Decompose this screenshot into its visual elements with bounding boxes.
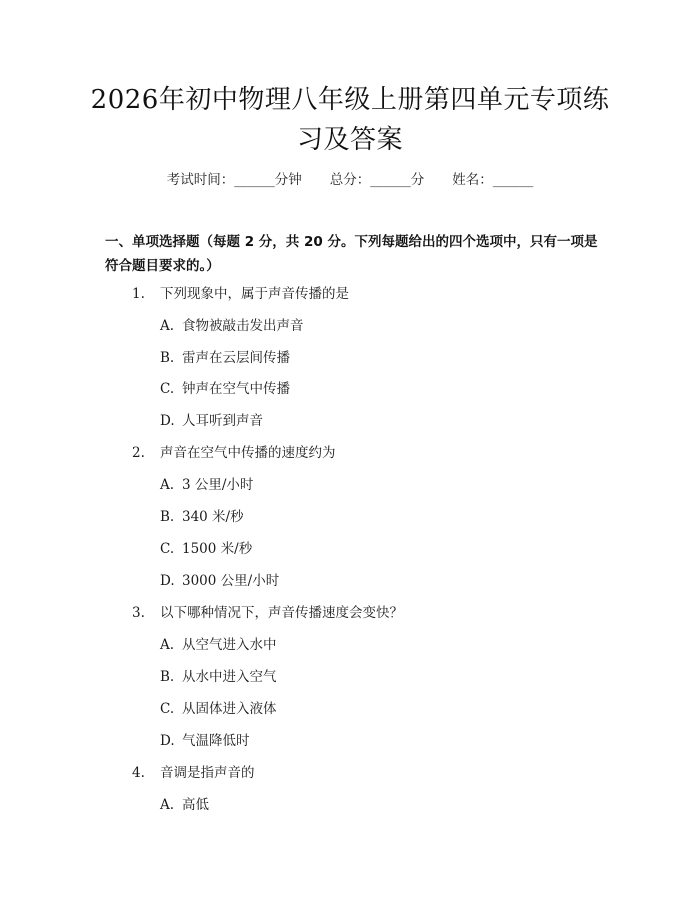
question-text: 下列现象中，属于声音传播的是 xyxy=(160,286,349,302)
question-1-option-b xyxy=(160,346,290,366)
question-3-option-b xyxy=(160,665,277,685)
option-letter: B. xyxy=(160,350,175,366)
question-2-option-d xyxy=(160,569,279,589)
option-text: 3000 公里/小时 xyxy=(182,573,280,589)
option-letter: D. xyxy=(160,573,175,589)
question-2-option-a xyxy=(160,473,253,493)
option-text: 3 公里/小时 xyxy=(182,477,254,493)
question-1-option-d xyxy=(160,409,263,429)
question-2-option-b xyxy=(160,505,244,525)
option-text: 雷声在云层间传播 xyxy=(182,350,290,366)
option-text: 人耳听到声音 xyxy=(182,413,263,429)
option-letter: C. xyxy=(160,701,175,717)
option-letter: C. xyxy=(160,381,175,397)
option-text: 从水中进入空气 xyxy=(182,669,277,685)
option-text: 从空气进入水中 xyxy=(182,637,277,653)
question-3-option-d xyxy=(160,729,250,749)
question-4 xyxy=(132,761,255,781)
question-text: 以下哪种情况下，声音传播速度会变快？ xyxy=(160,605,403,621)
question-3-option-c xyxy=(160,697,277,717)
question-text: 音调是指声音的 xyxy=(160,765,255,781)
option-letter: A. xyxy=(160,318,175,334)
question-number: 4. xyxy=(132,765,145,781)
option-text: 钟声在空气中传播 xyxy=(182,381,290,397)
exam-time-field: 考试时间：______分钟 xyxy=(166,172,302,188)
option-letter: A. xyxy=(160,637,175,653)
option-text: 1500 米/秒 xyxy=(182,541,253,557)
option-letter: A. xyxy=(160,797,175,813)
exam-info-line xyxy=(0,168,700,188)
question-2 xyxy=(132,441,336,461)
question-3-option-a xyxy=(160,633,277,653)
question-text: 声音在空气中传播的速度约为 xyxy=(160,445,336,461)
section-heading: 一、单项选择题（每题 2 分，共 20 分。下列每题给出的四个选项中，只有一项是符合题目要求的。） xyxy=(105,234,598,274)
student-name-field: 姓名：______ xyxy=(452,172,534,188)
page-title: 2026年初中物理八年级上册第四单元专项练习及答案 xyxy=(90,85,610,155)
option-letter: B. xyxy=(160,509,175,525)
total-score-field: 总分：______分 xyxy=(329,172,425,188)
option-text: 食物被敲击发出声音 xyxy=(182,318,304,334)
option-letter: B. xyxy=(160,669,175,685)
question-number: 3. xyxy=(132,605,145,621)
option-text: 气温降低时 xyxy=(182,733,250,749)
question-1-option-a xyxy=(160,314,304,334)
option-letter: D. xyxy=(160,733,175,749)
question-1-option-c xyxy=(160,377,290,397)
option-text: 高低 xyxy=(182,797,209,813)
question-number: 1. xyxy=(132,286,145,302)
question-2-option-c xyxy=(160,537,252,557)
option-letter: D. xyxy=(160,413,175,429)
question-4-option-a xyxy=(160,793,209,813)
question-3 xyxy=(132,601,403,621)
option-letter: A. xyxy=(160,477,175,493)
option-text: 340 米/秒 xyxy=(182,509,244,525)
question-1 xyxy=(132,282,349,302)
option-letter: C. xyxy=(160,541,175,557)
question-number: 2. xyxy=(132,445,145,461)
option-text: 从固体进入液体 xyxy=(182,701,277,717)
